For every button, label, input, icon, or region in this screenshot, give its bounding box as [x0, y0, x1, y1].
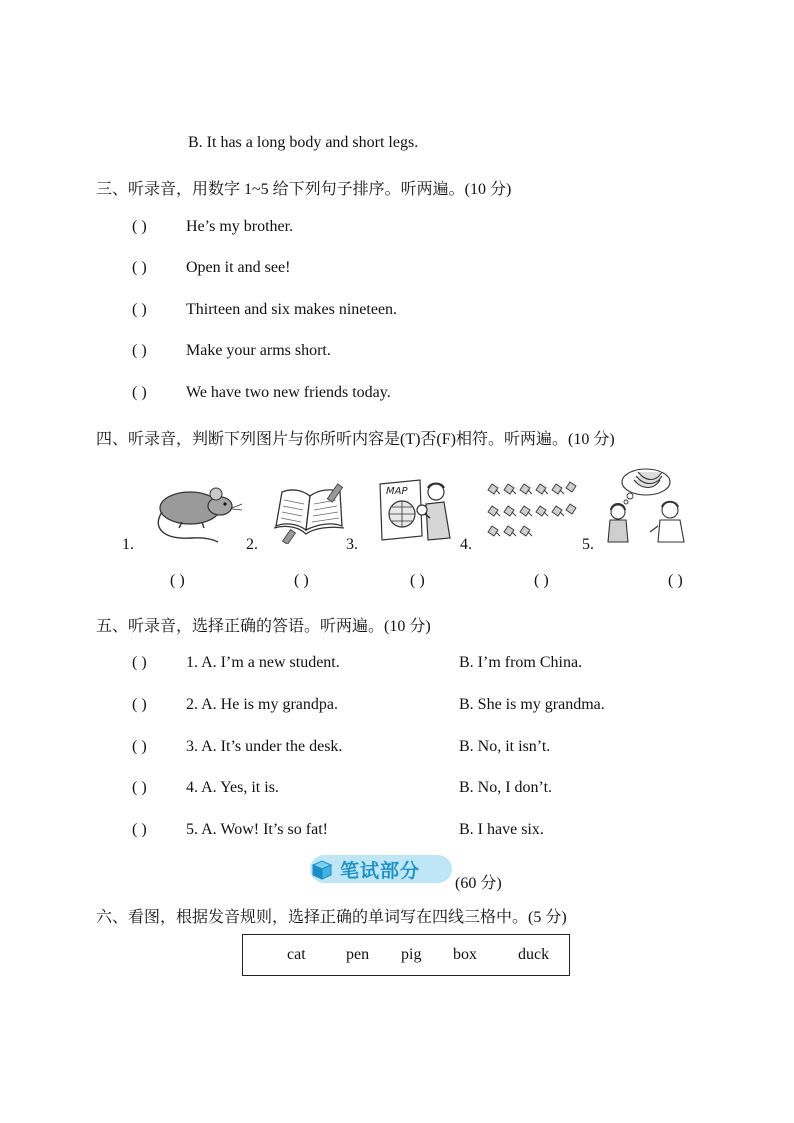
answer-blank[interactable]: ( ) — [410, 572, 425, 589]
answer-blank[interactable]: ( ) — [132, 218, 147, 235]
word-bank-item: cat — [287, 946, 306, 963]
section-6-heading: 六、看图，根据发音规则，选择正确的单词写在四线三格中。(5 分) — [96, 909, 567, 926]
answer-blank[interactable]: ( ) — [132, 301, 147, 318]
ordering-item — [132, 384, 391, 402]
answer-blank[interactable]: ( ) — [170, 572, 185, 589]
picture-number: 1. — [122, 536, 134, 553]
choice-item — [132, 696, 338, 714]
section-3-heading: 三、听录音，用数字 1~5 给下列句子排序。听两遍。(10 分) — [96, 181, 512, 198]
answer-blank[interactable]: ( ) — [132, 696, 147, 713]
choice-item — [132, 779, 279, 797]
ordering-sentence: We have two new friends today. — [186, 384, 391, 401]
word-bank-item: pen — [346, 946, 370, 963]
answer-blank[interactable]: ( ) — [534, 572, 549, 589]
kids-bananas-picture — [604, 466, 690, 544]
answer-blank[interactable]: ( ) — [132, 779, 147, 796]
map-label: MAP — [386, 486, 408, 497]
word-bank-item: pig — [401, 946, 422, 963]
answer-blank[interactable]: ( ) — [132, 259, 147, 276]
choice-option-a: 3. A. It’s under the desk. — [186, 738, 343, 755]
choice-option-a: 5. A. Wow! It’s so fat! — [186, 821, 328, 838]
word-bank-item: box — [453, 946, 477, 963]
choice-item — [132, 821, 328, 839]
answer-blank[interactable]: ( ) — [132, 384, 147, 401]
answer-blank[interactable]: ( ) — [132, 738, 147, 755]
book-picture — [272, 482, 348, 544]
ordering-item — [132, 218, 293, 236]
word-bank-item: duck — [518, 946, 550, 963]
choice-item — [132, 738, 342, 756]
answer-blank[interactable]: ( ) — [294, 572, 309, 589]
choice-option-a: 1. A. I’m a new student. — [186, 654, 340, 671]
picture-number: 3. — [346, 536, 358, 553]
kites-picture — [486, 478, 578, 544]
choice-option-a: 4. A. Yes, it is. — [186, 779, 279, 796]
choice-option-b: B. I have six. — [459, 821, 544, 838]
picture-number: 2. — [246, 536, 258, 553]
choice-option-a: 2. A. He is my grandpa. — [186, 696, 338, 713]
map-boy-picture — [378, 478, 456, 544]
written-part-title: 笔试部分 — [340, 860, 421, 882]
section-5-heading: 五、听录音，选择正确的答语。听两遍。(10 分) — [96, 618, 431, 635]
option-b-text: B. It has a long body and short legs. — [188, 134, 419, 151]
ordering-sentence: Open it and see! — [186, 259, 291, 276]
choice-option-b: B. I’m from China. — [459, 654, 583, 671]
choice-item — [132, 654, 340, 672]
ordering-item — [132, 259, 290, 277]
picture-number: 5. — [582, 536, 594, 553]
choice-option-b: B. No, I don’t. — [459, 779, 553, 796]
answer-blank[interactable]: ( ) — [132, 342, 147, 359]
ordering-item — [132, 342, 331, 360]
ordering-sentence: He’s my brother. — [186, 218, 294, 235]
cube-icon — [311, 859, 333, 881]
written-part-score: (60 分) — [455, 875, 502, 892]
answer-blank[interactable]: ( ) — [668, 572, 683, 589]
ordering-item — [132, 301, 397, 319]
picture-number: 4. — [460, 536, 472, 553]
ordering-sentence: Make your arms short. — [186, 342, 331, 359]
mouse-picture — [152, 482, 244, 544]
answer-blank[interactable]: ( ) — [132, 654, 147, 671]
section-4-heading: 四、听录音，判断下列图片与你所听内容是(T)否(F)相符。听两遍。(10 分) — [96, 431, 615, 448]
choice-option-b: B. She is my grandma. — [459, 696, 605, 713]
ordering-sentence: Thirteen and six makes nineteen. — [186, 301, 398, 318]
choice-option-b: B. No, it isn’t. — [459, 738, 551, 755]
answer-blank[interactable]: ( ) — [132, 821, 147, 838]
